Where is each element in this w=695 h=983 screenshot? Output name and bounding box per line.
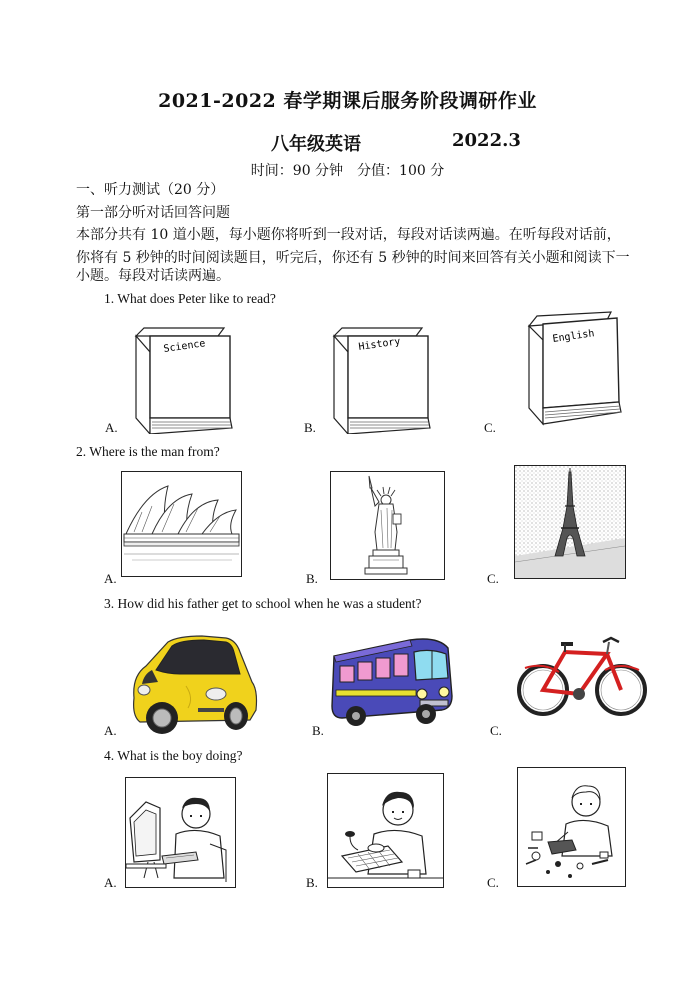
exam-meta: 时间：90 分钟 分值：100 分 xyxy=(250,163,445,179)
question-3-text: 3. How did his father get to school when he was a student? xyxy=(104,596,422,611)
exam-title: 2021-2022 春学期课后服务阶段调研作业 xyxy=(158,90,537,112)
option-label: B. xyxy=(312,723,324,738)
option-label: C. xyxy=(487,571,499,586)
instructions-line-1: 本部分共有 10 道小题，每小题你将听到一段对话，每段对话读两遍。在听每段对话前， xyxy=(76,227,621,243)
book-icon xyxy=(521,310,631,426)
option-label: A. xyxy=(104,875,117,890)
statue-of-liberty-icon xyxy=(330,471,445,580)
question-2-text: 2. Where is the man from? xyxy=(76,444,220,459)
option-label: C. xyxy=(490,723,502,738)
option-label: A. xyxy=(104,723,117,738)
instructions-line-2: 你将有 5 秒钟的时间阅读题目，听完后，你还有 5 秒钟的时间来回答有关小题和阅读下一 xyxy=(76,250,630,266)
option-label: C. xyxy=(484,420,496,435)
question-1-text: 1. What does Peter like to read? xyxy=(104,291,276,306)
instructions-line-3: 小题。每段对话读两遍。 xyxy=(76,268,230,284)
exam-date: 2022.3 xyxy=(452,130,521,151)
book-title: English xyxy=(551,328,596,345)
option-label: B. xyxy=(304,420,316,435)
part-heading: 第一部分听对话回答问题 xyxy=(76,205,230,221)
boy-using-computer-icon xyxy=(125,777,236,888)
boy-typing-icon xyxy=(327,773,444,888)
boy-repairing-icon xyxy=(517,767,626,887)
book-icon xyxy=(128,322,238,434)
option-label: A. xyxy=(104,571,117,586)
sydney-opera-house-icon xyxy=(121,471,242,577)
option-label: C. xyxy=(487,875,499,890)
option-label: A. xyxy=(105,420,118,435)
car-icon xyxy=(128,628,260,738)
question-4-text: 4. What is the boy doing? xyxy=(104,748,243,763)
book-title: History xyxy=(357,336,402,353)
bus-icon xyxy=(326,632,456,730)
bicycle-icon xyxy=(515,632,649,724)
book-title: Science xyxy=(162,338,207,355)
eiffel-tower-icon xyxy=(514,465,626,579)
option-label: B. xyxy=(306,571,318,586)
section-heading: 一、听力测试（20 分） xyxy=(76,182,225,198)
option-label: B. xyxy=(306,875,318,890)
book-icon xyxy=(326,322,436,434)
grade-subject: 八年级英语 xyxy=(271,134,361,155)
